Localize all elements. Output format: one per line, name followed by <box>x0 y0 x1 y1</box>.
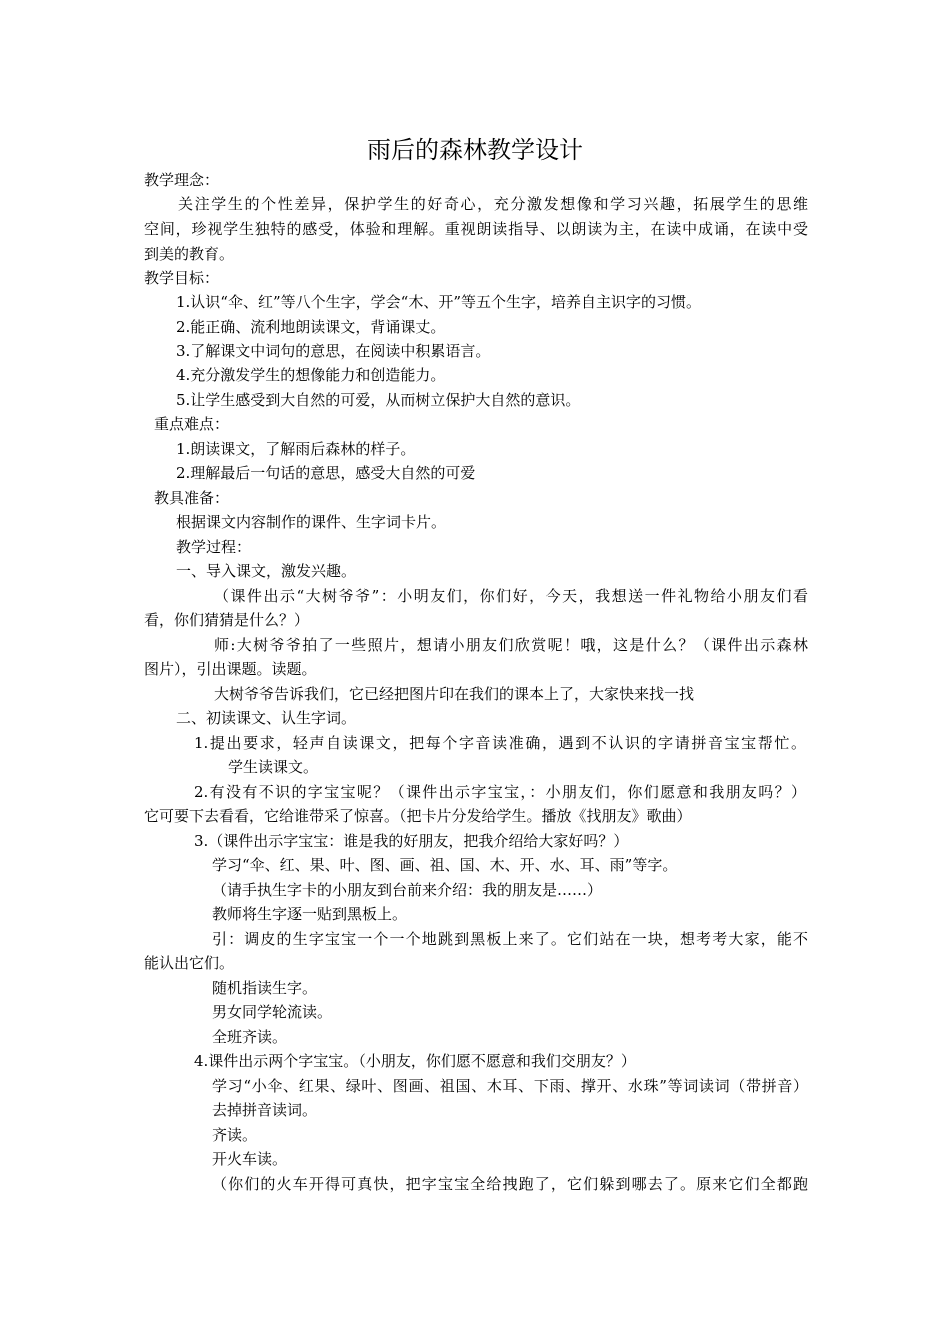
text-line: 男女同学轮流读。 <box>212 1003 333 1021</box>
text-line: 关注学生的个性差异，保护学生的好奇心，充分激发想像和学习兴趣，拓展学生的思维 <box>178 195 808 213</box>
text-line: 1.认识“伞、红”等八个生字，学会“木、开”等五个生字，培养自主识字的习惯。 <box>176 293 701 311</box>
text-line: 师:大树爷爷拍了一些照片，想请小朋友们欣赏呢！哦，这是什么？（课件出示森林 <box>214 636 808 654</box>
text-line: 1.朗读课文，了解雨后森林的样子。 <box>176 440 416 458</box>
text-line: 3.（课件出示字宝宝：谁是我的好朋友，把我介绍给大家好吗？） <box>194 832 629 850</box>
text-line: 二、初读课文、认生字词。 <box>176 709 357 727</box>
text-line: 学习“伞、红、果、叶、图、画、祖、国、木、开、水、耳、雨”等字。 <box>212 856 678 874</box>
document-title: 雨后的森林教学设计 <box>367 136 583 164</box>
text-line: 教学过程： <box>176 538 252 556</box>
text-line: 齐读。 <box>212 1126 258 1144</box>
text-line: 2.理解最后一句话的意思，感受大自然的可爱 <box>176 464 476 482</box>
text-line: 引：调皮的生字宝宝一个一个地跳到黑板上来了。它们站在一块，想考考大家，能不 <box>212 930 808 948</box>
text-line: 能认出它们。 <box>144 954 235 972</box>
text-line: 随机指读生字。 <box>212 979 318 997</box>
text-line: 重点难点： <box>154 415 230 433</box>
text-line: 学习“小伞、红果、绿叶、图画、祖国、木耳、下雨、撑开、水珠”等词读词（带拼音） <box>212 1077 808 1095</box>
text-line: 它可要下去看看，它给谁带采了惊喜。（把卡片分发给学生。播放《找朋友》歌曲） <box>144 807 692 825</box>
text-line: 2.有没有不识的字宝宝呢？（课件出示字宝宝，：小朋友们，你们愿意和我朋友吗？） <box>194 783 806 801</box>
text-line: 4.充分激发学生的想像能力和创造能力。 <box>176 366 446 384</box>
text-line: 到美的教育。 <box>144 245 235 263</box>
text-line: 4.课件出示两个字宝宝。（小朋友，你们愿不愿意和我们交朋友？） <box>194 1052 636 1070</box>
text-line: 5.让学生感受到大自然的可爱，从而树立保护大自然的意识。 <box>176 391 581 409</box>
text-line: 教师将生字逐一贴到黑板上。 <box>212 905 408 923</box>
text-line: 全班齐读。 <box>212 1028 288 1046</box>
text-line: 一、导入课文，激发兴趣。 <box>176 562 357 580</box>
text-line: 开火车读。 <box>212 1150 288 1168</box>
text-line: （你们的火车开得可真快，把字宝宝全给拽跑了，它们躲到哪去了。原来它们全都跑 <box>212 1175 808 1193</box>
text-line: （请手执生字卡的小朋友到台前来介绍：我的朋友是……） <box>212 881 603 899</box>
text-line: 教具准备： <box>154 489 230 507</box>
text-line: 1.提出要求，轻声自读课文，把每个字音读准确，遇到不认识的字请拼音宝宝帮忙。 <box>194 734 806 752</box>
text-line: 教学目标： <box>144 269 220 287</box>
text-line: 空间，珍视学生独特的感受，体验和理解。重视朗读指导、以朗读为主，在读中成诵，在读中受 <box>144 220 808 238</box>
text-line: 学生读课文。 <box>228 758 319 776</box>
text-line: 图片），引出课题。读题。 <box>144 660 317 678</box>
text-line: 看，你们猜猜是什么？） <box>144 611 310 629</box>
text-line: 教学理念： <box>144 171 220 189</box>
text-line: （课件出示“大树爷爷”：小明友们，你们好，今天，我想送一件礼物给小朋友们看 <box>214 587 808 605</box>
text-line: 根据课文内容制作的课件、生字词卡片。 <box>176 513 447 531</box>
text-line: 3.了解课文中词句的意思，在阅读中积累语言。 <box>176 342 491 360</box>
text-line: 去掉拼音读词。 <box>212 1101 318 1119</box>
text-line: 2.能正确、流利地朗读课文，背诵课丈。 <box>176 318 446 336</box>
text-line: 大树爷爷告诉我们，它已经把图片印在我们的课本上了，大家快来找一找 <box>214 685 695 703</box>
